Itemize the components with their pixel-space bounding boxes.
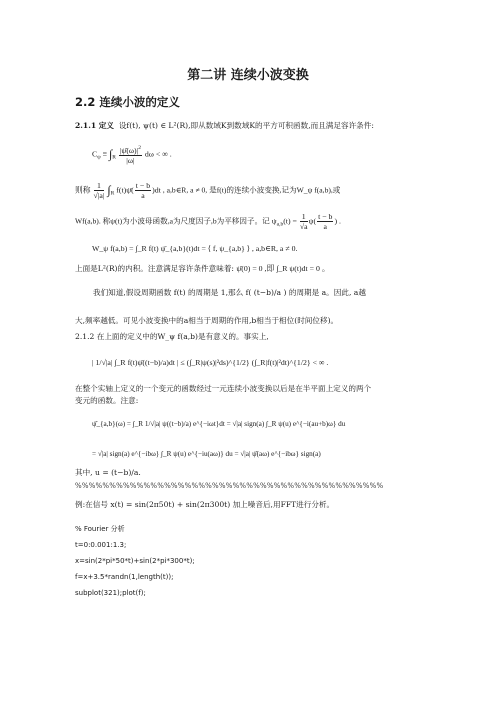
definition-lead: 2.1.1 定义 — [75, 121, 114, 130]
cauchy-schwarz-inequality: | 1/√|a| ∫_R f(t)ψ̄((t−b)/a)dt | ≤ (∫_R|ψ(s)|²ds)^{1/2} (∫_R|f(t)|²dt)^{1/2} < ∞ . — [92, 358, 329, 367]
code-line: subplot(321);plot(f); — [75, 589, 146, 597]
inner-product-note — [75, 264, 330, 274]
section-heading: 2.2 连续小波的定义 — [75, 95, 180, 109]
fourier-equation-2: = √|a| sign(a) e^{−ibω} ∫_R ψ(u) e^{−iu(aω)} du = √|a| ψ̂(aω) e^{−ibω} sign(a) — [92, 450, 321, 458]
then-text: 则称 — [75, 185, 91, 195]
section-212: 2.1.2 在上面的定义中的W_ψ f(a,b)是有意义的。事实上, — [75, 332, 269, 341]
code-line: x=sin(2*pi*50*t)+sin(2*pi*300*t); — [75, 557, 195, 565]
cwt-definition: 则称 $\frac{1}{√|a|}$ $\int_R$ f(t)ψ̄( $\frac{t - b}{a}$ )dt , a,b∈R, a ≠ 0, 是f(t)的连续小波变换,记为W_ψ f(a,b),或 — [75, 181, 341, 200]
definition-text: 设f(t), ψ(t) ∈ L²(R),即从数域K到数域K的平方可积函数,而且满足容许条件: — [118, 121, 374, 130]
fourier-paragraph-2: 变元的函数。注意: — [75, 396, 139, 405]
where-u: 其中, u = (t−b)/a. — [75, 468, 141, 477]
wf-text: Wf(a,b). 称ψ(t)为小波母函数,a为尺度因子,b为平移因子。记 — [75, 216, 270, 226]
inner-product-formula: W_ψ f(a,b) = ∫_R f(t) ψ̄_{a,b}(t)dt = ⟨ f, ψ_{a,b} ⟩ , a,b∈R, a ≠ 0. — [92, 244, 298, 253]
cwt-definition-mid: a,b∈R, a ≠ 0, 是f(t)的连续小波变换,记为W_ψ f(a,b),或 — [166, 185, 341, 195]
wf-line: Wf(a,b). 称ψ(t)为小波母函数,a为尺度因子,b为平移因子。记 $\psi_{a,b}(t)$ = $\frac{1}{√a}$ ψ( $\frac{t - b}{a}$ ) . — [75, 212, 341, 231]
code-line: t=0:0.001:1.3; — [75, 541, 127, 549]
code-line: f=x+3.5*randn(1,length(t)); — [75, 573, 174, 581]
example-line: 例:在信号 x(t) = sin(2π50t) + sin(2π300t) 加上噪音后,用FFT进行分析。 — [75, 500, 335, 509]
definition-line — [75, 121, 374, 131]
periodicity-paragraph-2: 大,频率越低。可见小波变换中的a相当于周期的作用,b相当于相位(时间位移)。 — [75, 316, 339, 325]
admissibility-formula: $C_\psi \equiv \int_R$ $\frac{|\psî(\omega)|^2}{|\omega|}$ dω < ∞ . — [92, 145, 172, 165]
inner-note-text: 上面是L²(R)的内积。注意满足容许条件意味着: — [75, 264, 234, 273]
psi-zero-formula: ψ̂(0) = 0 ,即 ∫_R ψ(t)dt = 0 。 — [236, 264, 330, 273]
percent-divider: %%%%%%%%%%%%%%%%%%%%%%%%%%%%%%%%%%%%%%%%%%%%% — [75, 482, 384, 490]
fourier-equation-1: ψ̂_{a,b}(ω) = ∫_R 1/√|a| ψ((t−b)/a) e^{−iωt}dt = √|a| sign(a) ∫_R ψ(u) e^{−i(au+b)ω} du — [92, 420, 346, 428]
fourier-paragraph-1: 在整个实轴上定义的一个变元的函数经过一元连续小波变换以后是在半平面上定义的两个 — [75, 384, 372, 393]
periodicity-paragraph-1: 我们知道,假设周期函数 f(t) 的周期是 1,那么 f( (t−b)/a ) 的周期是 a。因此, a越 — [93, 288, 366, 297]
page-title: 第二讲 连续小波变换 — [187, 68, 309, 83]
code-comment: % Fourier 分析 — [75, 525, 125, 533]
